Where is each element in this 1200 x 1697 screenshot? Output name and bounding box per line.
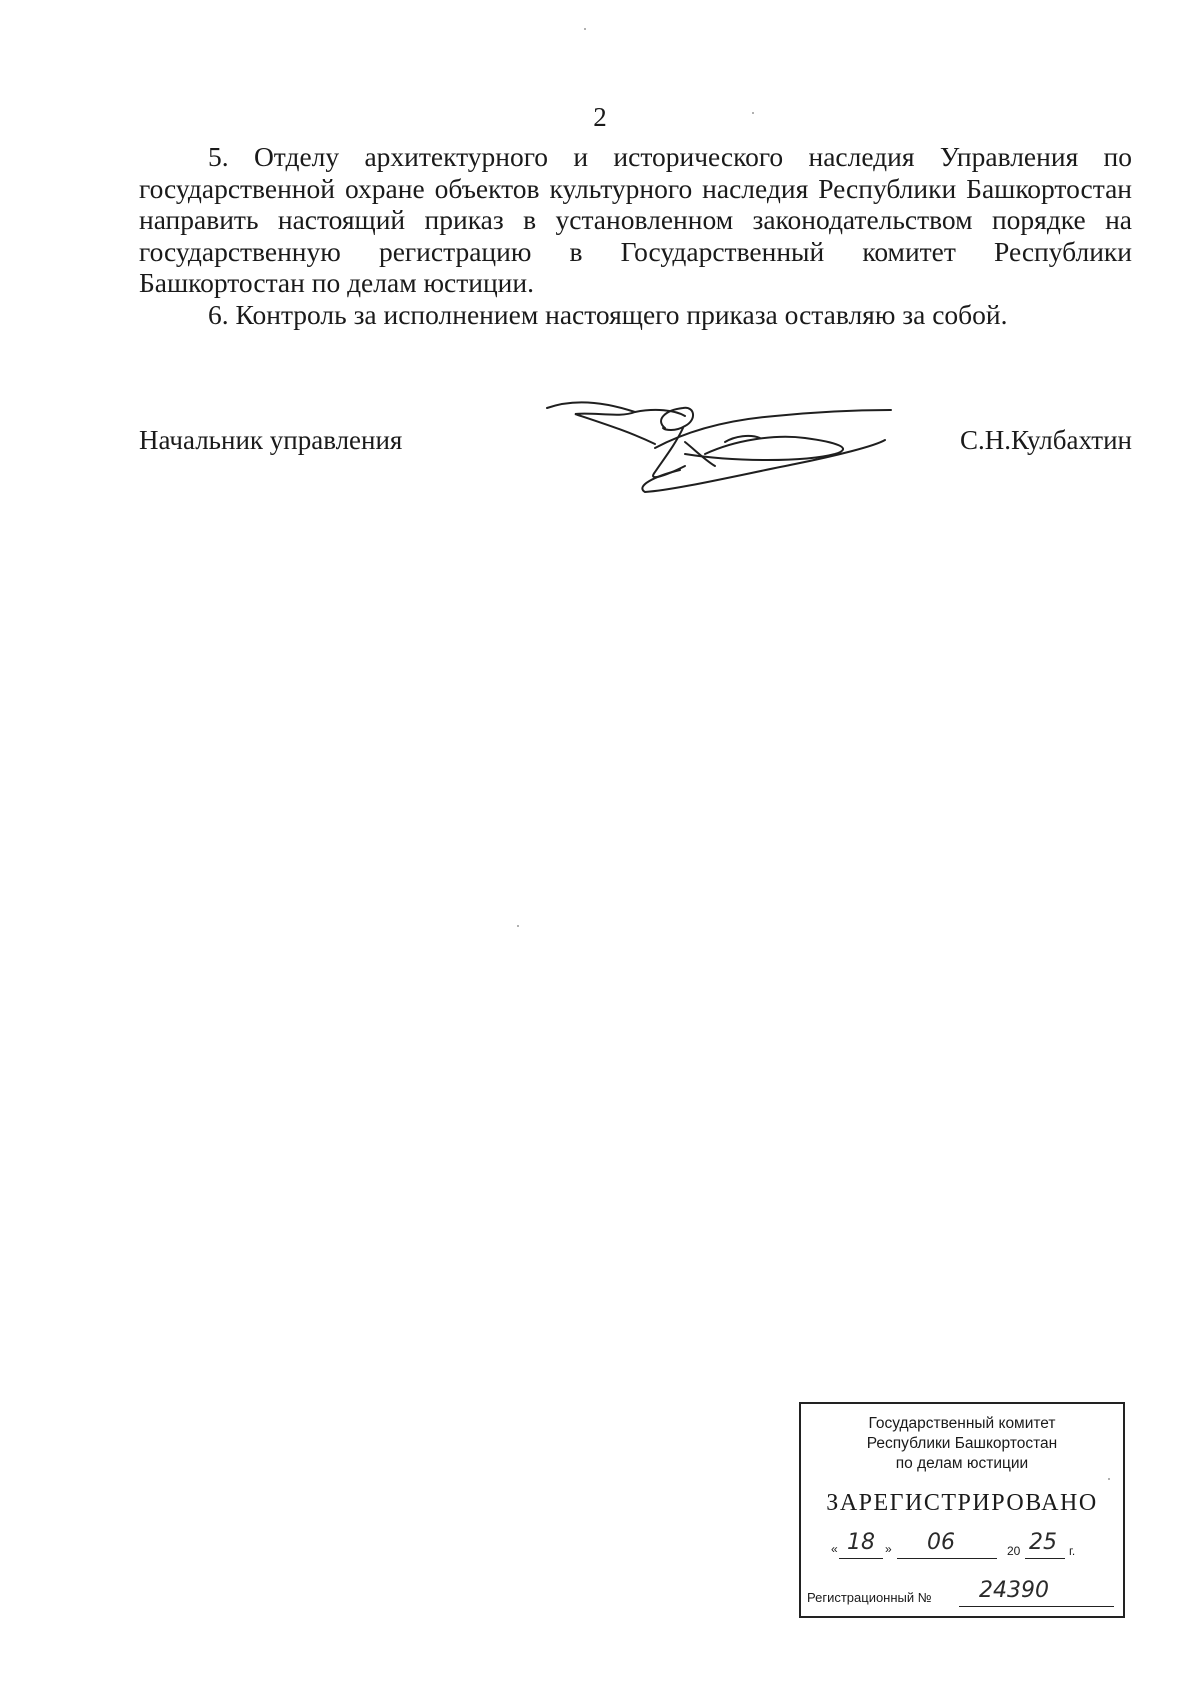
day-underline	[839, 1558, 883, 1559]
scan-speck	[1108, 1478, 1110, 1480]
year-underline	[1025, 1558, 1065, 1559]
scan-speck	[752, 112, 754, 114]
registration-stamp	[799, 1402, 1125, 1618]
scan-speck	[584, 28, 586, 30]
signatory-title: Начальник управления	[139, 425, 403, 455]
stamp-day: 18	[847, 1530, 875, 1555]
stamp-org-line: по делам юстиции	[895, 1455, 1029, 1472]
year-prefix: 20	[1007, 1544, 1021, 1558]
reg-number: 24390	[979, 1578, 1049, 1603]
year-unit: г.	[1069, 1544, 1076, 1558]
stamp-status: ЗАРЕГИСТРИРОВАНО	[826, 1490, 1098, 1516]
stamp-date	[831, 1532, 1116, 1562]
document-body	[139, 141, 1132, 331]
stamp-organization	[801, 1414, 1123, 1474]
stamp-org-line: Республики Башкортостан	[866, 1435, 1058, 1452]
stamp-org-line: Государственный комитет	[868, 1415, 1056, 1432]
paragraph-5: 5. Отделу архитектурного и исторического наследия Управления по государственной охране объектов культурного наследия Республики Башкортостан направить настоящий приказ в установленном законодательством порядке на государственную регистрацию в Государственный комитет Республики Башкортостан по делам юстиции.	[139, 141, 1132, 299]
stamp-month: 06	[927, 1530, 955, 1555]
month-underline	[897, 1558, 997, 1559]
signatory-name: С.Н.Кулбахтин	[959, 425, 1132, 455]
reg-label: Регистрационный №	[807, 1590, 932, 1605]
open-quote: «	[831, 1542, 838, 1556]
scan-speck	[517, 925, 519, 927]
close-quote: »	[885, 1542, 892, 1556]
paragraph-6: 6. Контроль за исполнением настоящего приказа оставляю за собой.	[208, 298, 1008, 330]
stamp-registration-number	[807, 1580, 1119, 1610]
handwritten-signature	[535, 390, 915, 500]
reg-underline	[959, 1606, 1114, 1607]
stamp-year: 25	[1029, 1530, 1057, 1555]
page-number: 2	[593, 102, 607, 132]
